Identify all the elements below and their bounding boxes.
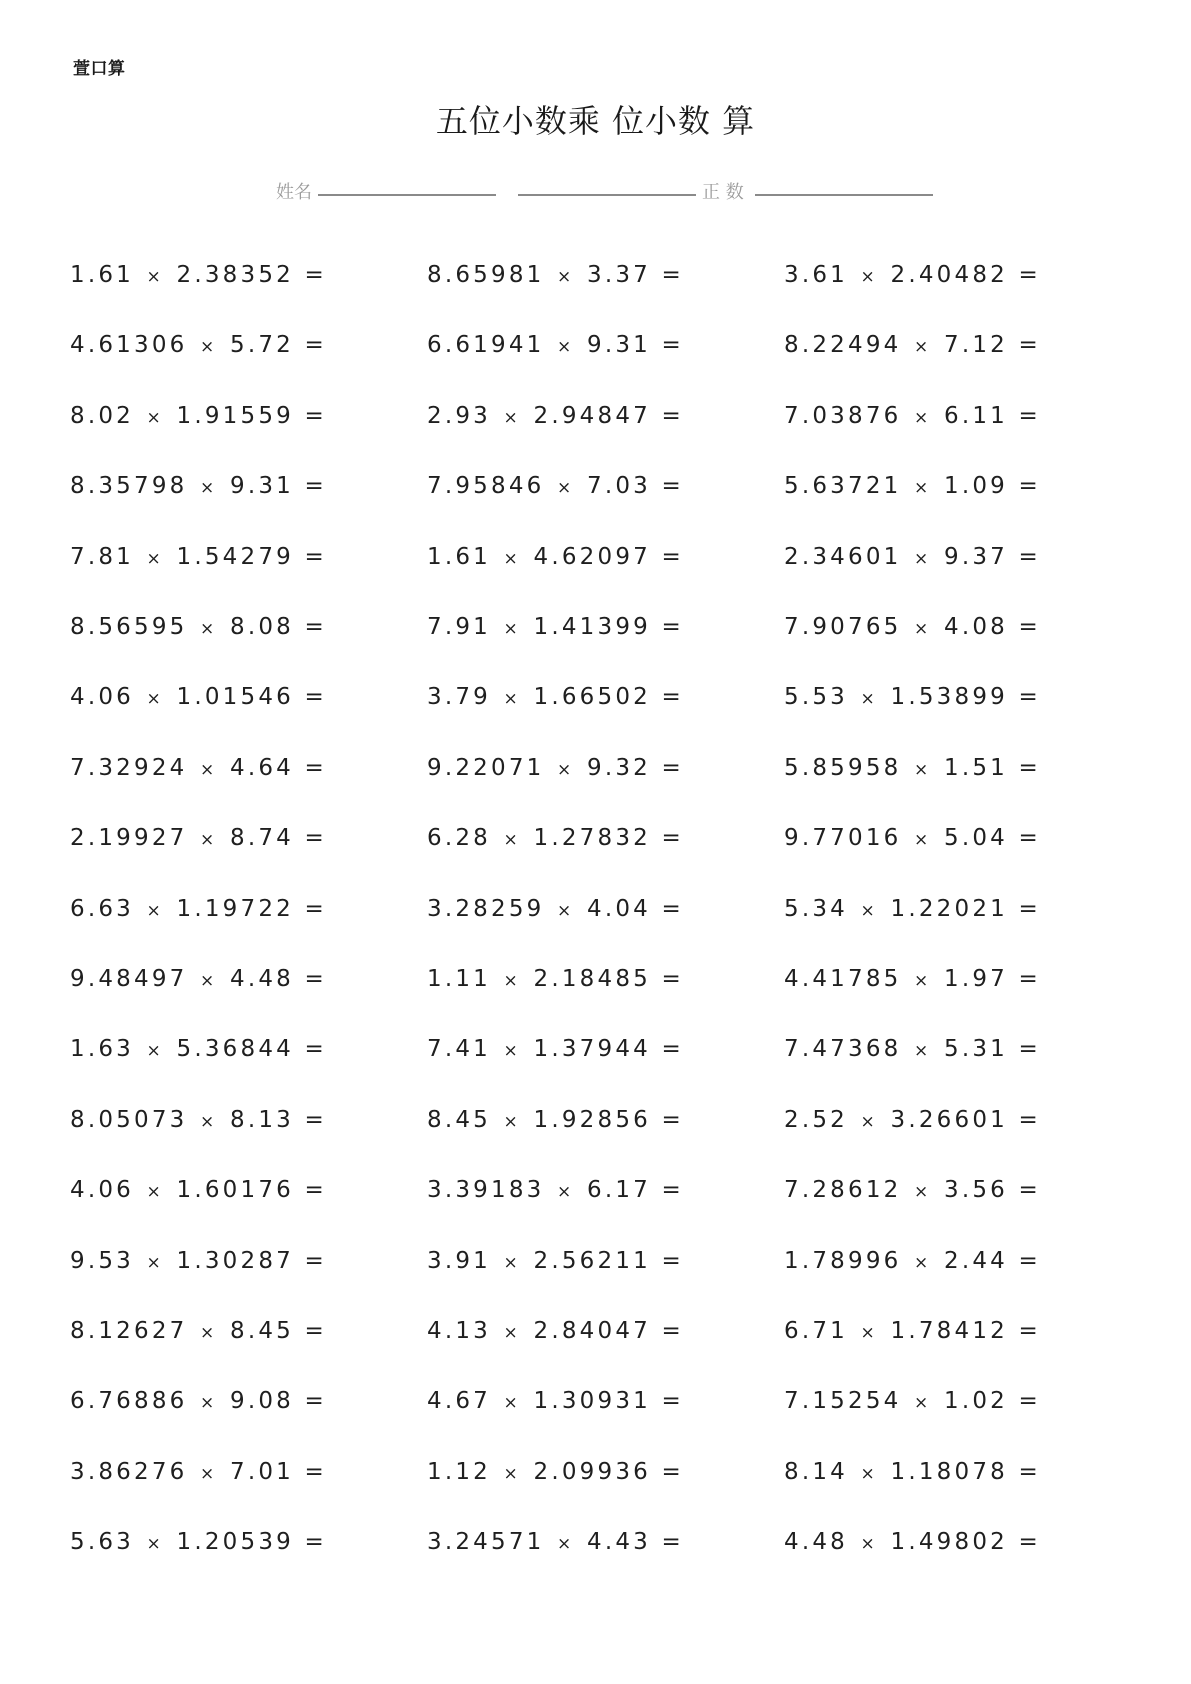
- multiply-sign: ×: [146, 267, 164, 287]
- problem-item: [70, 403, 327, 429]
- equals-sign: =: [304, 1318, 328, 1344]
- problem-item: [427, 473, 684, 499]
- multiply-sign: ×: [146, 689, 164, 710]
- equals-sign: =: [661, 1247, 685, 1274]
- equals-sign: =: [661, 262, 685, 288]
- equals-sign: =: [304, 754, 328, 781]
- problem-item: [427, 1036, 684, 1062]
- page-title: 五位小数乘 位小数 算: [435, 102, 756, 140]
- operand-a: 8.65981: [427, 262, 545, 288]
- multiply-sign: ×: [860, 1463, 878, 1484]
- problem-item: [427, 966, 684, 992]
- operand-b: 2.56211: [533, 1247, 652, 1274]
- equals-sign: =: [304, 1529, 328, 1556]
- operand-b: 1.78412: [890, 1318, 1009, 1344]
- problem-item: [784, 1107, 1041, 1133]
- problem-item: [70, 684, 327, 710]
- multiply-sign: ×: [200, 971, 218, 991]
- operand-a: 3.79: [427, 684, 492, 711]
- operand-b: 4.43: [587, 1529, 652, 1556]
- operand-b: 6.11: [944, 402, 1009, 429]
- multiply-sign: ×: [557, 267, 575, 287]
- operand-b: 4.62097: [533, 543, 652, 570]
- multiply-sign: ×: [914, 407, 932, 428]
- multiply-sign: ×: [503, 1463, 521, 1484]
- equals-sign: =: [1018, 262, 1042, 288]
- equals-sign: =: [661, 402, 685, 429]
- operand-a: 1.63: [70, 1036, 135, 1063]
- operand-a: 6.63: [70, 895, 135, 922]
- operand-a: 8.22494: [784, 332, 902, 359]
- operand-b: 9.37: [944, 543, 1009, 570]
- operand-b: 1.20539: [176, 1529, 295, 1556]
- operand-a: 4.67: [427, 1388, 492, 1415]
- operand-b: 1.66502: [533, 684, 652, 711]
- problem-item: [427, 544, 684, 570]
- problem-item: [70, 262, 327, 288]
- operand-a: 4.48: [784, 1529, 849, 1556]
- operand-b: 1.37944: [533, 1036, 652, 1063]
- multiply-sign: ×: [860, 900, 878, 921]
- problem-item: [784, 614, 1041, 640]
- operand-b: 1.01546: [176, 684, 295, 711]
- operand-a: 2.93: [427, 402, 492, 429]
- problem-item: [70, 1388, 327, 1414]
- problem-item: [784, 403, 1041, 429]
- operand-a: 4.06: [70, 684, 135, 711]
- equals-sign: =: [304, 1388, 328, 1415]
- operand-b: 5.04: [944, 825, 1009, 852]
- problem-item: [784, 1248, 1041, 1274]
- operand-a: 8.56595: [70, 614, 188, 640]
- operand-b: 1.19722: [176, 895, 295, 922]
- problem-item: [784, 755, 1041, 781]
- name-label: 姓名: [276, 182, 312, 203]
- problem-item: [427, 614, 684, 640]
- problem-item: [70, 1177, 327, 1203]
- operand-a: 7.95846: [427, 473, 545, 500]
- operand-a: 7.91: [427, 614, 492, 640]
- operand-b: 2.44: [944, 1247, 1009, 1274]
- equals-sign: =: [1018, 1388, 1042, 1415]
- equals-sign: =: [661, 1388, 685, 1415]
- operand-a: 1.61: [427, 543, 492, 570]
- equals-sign: =: [661, 1318, 685, 1344]
- operand-b: 2.18485: [533, 966, 652, 992]
- equals-sign: =: [1018, 1177, 1042, 1204]
- equals-sign: =: [304, 402, 328, 429]
- problem-item: [784, 544, 1041, 570]
- multiply-sign: ×: [557, 478, 575, 499]
- problem-item: [427, 332, 684, 358]
- operand-b: 1.60176: [176, 1177, 295, 1204]
- operand-a: 8.14: [784, 1458, 849, 1485]
- multiply-sign: ×: [146, 1041, 164, 1062]
- operand-b: 4.64: [230, 754, 295, 781]
- multiply-sign: ×: [557, 1534, 575, 1555]
- problem-item: [427, 1529, 684, 1555]
- problem-item: [784, 1177, 1041, 1203]
- operand-b: 9.08: [230, 1388, 295, 1415]
- multiply-sign: ×: [503, 830, 521, 851]
- operand-a: 5.63721: [784, 473, 902, 500]
- problem-item: [784, 1529, 1041, 1555]
- problem-item: [70, 1248, 327, 1274]
- equals-sign: =: [661, 543, 685, 570]
- equals-sign: =: [1018, 332, 1042, 359]
- operand-b: 5.72: [230, 332, 295, 359]
- operand-a: 7.03876: [784, 402, 902, 429]
- equals-sign: =: [661, 332, 685, 359]
- problem-item: [784, 825, 1041, 851]
- multiply-sign: ×: [860, 1323, 878, 1343]
- multiply-sign: ×: [146, 1252, 164, 1273]
- equals-sign: =: [661, 684, 685, 711]
- operand-a: 8.35798: [70, 473, 188, 500]
- multiply-sign: ×: [557, 900, 575, 921]
- multiply-sign: ×: [200, 830, 218, 851]
- problem-item: [784, 896, 1041, 922]
- equals-sign: =: [304, 473, 328, 500]
- problem-item: [784, 332, 1041, 358]
- operand-b: 1.27832: [533, 825, 652, 852]
- multiply-sign: ×: [557, 759, 575, 780]
- multiply-sign: ×: [200, 759, 218, 780]
- multiply-sign: ×: [914, 1252, 932, 1273]
- operand-b: 8.74: [230, 825, 295, 852]
- operand-a: 6.76886: [70, 1388, 188, 1415]
- operand-a: 5.34: [784, 895, 849, 922]
- operand-b: 4.04: [587, 895, 652, 922]
- problem-item: [784, 966, 1041, 992]
- operand-a: 3.61: [784, 262, 849, 288]
- equals-sign: =: [1018, 754, 1042, 781]
- operand-a: 9.48497: [70, 966, 188, 992]
- multiply-sign: ×: [860, 1534, 878, 1555]
- problem-item: [70, 1529, 327, 1555]
- equals-sign: =: [1018, 1036, 1042, 1063]
- time-input-line[interactable]: [518, 194, 696, 196]
- operand-b: 1.91559: [176, 402, 295, 429]
- multiply-sign: ×: [200, 1463, 218, 1484]
- multiply-sign: ×: [860, 267, 878, 287]
- operand-b: 1.54279: [176, 543, 295, 570]
- operand-b: 1.22021: [890, 895, 1009, 922]
- operand-b: 2.38352: [176, 262, 295, 288]
- equals-sign: =: [1018, 1458, 1042, 1485]
- operand-b: 3.37: [587, 262, 652, 288]
- multiply-sign: ×: [914, 830, 932, 851]
- problem-item: [70, 1318, 327, 1344]
- multiply-sign: ×: [503, 689, 521, 710]
- multiply-sign: ×: [146, 1182, 164, 1203]
- equals-sign: =: [304, 1247, 328, 1274]
- multiply-sign: ×: [503, 619, 521, 639]
- operand-a: 4.06: [70, 1177, 135, 1204]
- multiply-sign: ×: [146, 407, 164, 428]
- equals-sign: =: [661, 1106, 685, 1133]
- multiply-sign: ×: [503, 407, 521, 428]
- equals-sign: =: [1018, 1106, 1042, 1133]
- operand-a: 7.15254: [784, 1388, 902, 1415]
- score-label: 正 数: [702, 182, 744, 203]
- equals-sign: =: [1018, 614, 1042, 640]
- problem-item: [70, 614, 327, 640]
- problem-item: [427, 755, 684, 781]
- operand-a: 3.24571: [427, 1529, 545, 1556]
- operand-a: 7.28612: [784, 1177, 902, 1204]
- equals-sign: =: [1018, 1529, 1042, 1556]
- operand-b: 1.97: [944, 966, 1009, 992]
- operand-a: 7.32924: [70, 754, 188, 781]
- operand-a: 4.13: [427, 1318, 492, 1344]
- operand-a: 7.41: [427, 1036, 492, 1063]
- multiply-sign: ×: [200, 1111, 218, 1132]
- name-input-line[interactable]: [318, 194, 496, 196]
- multiply-sign: ×: [200, 337, 218, 358]
- equals-sign: =: [304, 1036, 328, 1063]
- operand-b: 1.30287: [176, 1247, 295, 1274]
- multiply-sign: ×: [914, 1393, 932, 1414]
- operand-a: 5.53: [784, 684, 849, 711]
- operand-a: 2.19927: [70, 825, 188, 852]
- operand-a: 1.78996: [784, 1247, 902, 1274]
- multiply-sign: ×: [914, 337, 932, 358]
- operand-b: 5.36844: [176, 1036, 295, 1063]
- operand-b: 9.32: [587, 754, 652, 781]
- operand-b: 7.01: [230, 1458, 295, 1485]
- operand-a: 6.61941: [427, 332, 545, 359]
- operand-a: 1.12: [427, 1458, 492, 1485]
- operand-b: 4.48: [230, 966, 295, 992]
- problem-item: [70, 1459, 327, 1485]
- problem-item: [784, 262, 1041, 288]
- equals-sign: =: [661, 825, 685, 852]
- problem-item: [70, 1036, 327, 1062]
- multiply-sign: ×: [200, 1393, 218, 1414]
- operand-a: 7.47368: [784, 1036, 902, 1063]
- operand-b: 1.92856: [533, 1106, 652, 1133]
- operand-a: 9.77016: [784, 825, 902, 852]
- equals-sign: =: [661, 1529, 685, 1556]
- multiply-sign: ×: [503, 1252, 521, 1273]
- equals-sign: =: [304, 332, 328, 359]
- operand-a: 8.45: [427, 1106, 492, 1133]
- operand-a: 1.61: [70, 262, 135, 288]
- problem-item: [70, 755, 327, 781]
- operand-a: 3.28259: [427, 895, 545, 922]
- problem-item: [427, 825, 684, 851]
- operand-b: 5.31: [944, 1036, 1009, 1063]
- operand-b: 7.03: [587, 473, 652, 500]
- problem-item: [784, 1388, 1041, 1414]
- operand-b: 4.08: [944, 614, 1009, 640]
- equals-sign: =: [304, 262, 328, 288]
- multiply-sign: ×: [557, 1182, 575, 1203]
- multiply-sign: ×: [914, 619, 932, 639]
- equals-sign: =: [661, 1036, 685, 1063]
- equals-sign: =: [661, 966, 685, 992]
- multiply-sign: ×: [557, 337, 575, 358]
- problem-item: [427, 1318, 684, 1344]
- operand-b: 9.31: [587, 332, 652, 359]
- operand-a: 9.22071: [427, 754, 545, 781]
- operand-a: 7.90765: [784, 614, 902, 640]
- operand-a: 1.11: [427, 966, 492, 992]
- problem-item: [70, 896, 327, 922]
- operand-b: 1.09: [944, 473, 1009, 500]
- problem-item: [70, 473, 327, 499]
- equals-sign: =: [1018, 825, 1042, 852]
- operand-b: 1.53899: [890, 684, 1009, 711]
- operand-b: 2.40482: [890, 262, 1009, 288]
- problem-item: [427, 403, 684, 429]
- multiply-sign: ×: [860, 689, 878, 710]
- multiply-sign: ×: [914, 478, 932, 499]
- equals-sign: =: [304, 1106, 328, 1133]
- equals-sign: =: [1018, 1318, 1042, 1344]
- equals-sign: =: [304, 684, 328, 711]
- multiply-sign: ×: [914, 1182, 932, 1203]
- operand-a: 6.28: [427, 825, 492, 852]
- operand-b: 1.51: [944, 754, 1009, 781]
- equals-sign: =: [1018, 966, 1042, 992]
- operand-b: 2.84047: [533, 1318, 652, 1344]
- operand-a: 8.02: [70, 402, 135, 429]
- equals-sign: =: [304, 1458, 328, 1485]
- operand-b: 9.31: [230, 473, 295, 500]
- operand-a: 2.52: [784, 1106, 849, 1133]
- problem-item: [427, 1388, 684, 1414]
- problem-item: [784, 473, 1041, 499]
- score-input-line[interactable]: [755, 194, 933, 196]
- operand-a: 3.86276: [70, 1458, 188, 1485]
- multiply-sign: ×: [200, 1323, 218, 1343]
- equals-sign: =: [1018, 895, 1042, 922]
- operand-b: 8.13: [230, 1106, 295, 1133]
- operand-a: 9.53: [70, 1247, 135, 1274]
- operand-b: 1.18078: [890, 1458, 1009, 1485]
- problem-item: [427, 1248, 684, 1274]
- operand-b: 8.45: [230, 1318, 295, 1344]
- problem-item: [427, 1107, 684, 1133]
- equals-sign: =: [661, 1458, 685, 1485]
- equals-sign: =: [304, 895, 328, 922]
- multiply-sign: ×: [503, 548, 521, 569]
- problem-item: [427, 1459, 684, 1485]
- multiply-sign: ×: [914, 548, 932, 569]
- operand-b: 6.17: [587, 1177, 652, 1204]
- problem-item: [784, 1318, 1041, 1344]
- operand-a: 8.12627: [70, 1318, 188, 1344]
- problem-item: [784, 1036, 1041, 1062]
- problem-item: [70, 1107, 327, 1133]
- operand-b: 2.09936: [533, 1458, 652, 1485]
- info-row: [0, 176, 1191, 206]
- equals-sign: =: [1018, 473, 1042, 500]
- multiply-sign: ×: [503, 1323, 521, 1343]
- operand-b: 2.94847: [533, 402, 652, 429]
- operand-b: 1.49802: [890, 1529, 1009, 1556]
- problem-item: [70, 544, 327, 570]
- operand-a: 2.34601: [784, 543, 902, 570]
- equals-sign: =: [1018, 543, 1042, 570]
- multiply-sign: ×: [503, 971, 521, 991]
- operand-a: 5.63: [70, 1529, 135, 1556]
- operand-a: 6.71: [784, 1318, 849, 1344]
- operand-a: 5.85958: [784, 754, 902, 781]
- equals-sign: =: [304, 614, 328, 640]
- multiply-sign: ×: [200, 478, 218, 499]
- multiply-sign: ×: [914, 971, 932, 991]
- brand-label: 萱口算: [73, 59, 126, 79]
- problem-item: [784, 684, 1041, 710]
- operand-b: 1.02: [944, 1388, 1009, 1415]
- multiply-sign: ×: [200, 619, 218, 639]
- equals-sign: =: [661, 895, 685, 922]
- operand-a: 8.05073: [70, 1106, 188, 1133]
- operand-a: 4.61306: [70, 332, 188, 359]
- problem-item: [427, 1177, 684, 1203]
- multiply-sign: ×: [503, 1041, 521, 1062]
- operand-b: 1.30931: [533, 1388, 652, 1415]
- problem-item: [427, 262, 684, 288]
- multiply-sign: ×: [503, 1111, 521, 1132]
- multiply-sign: ×: [146, 900, 164, 921]
- problem-item: [784, 1459, 1041, 1485]
- operand-a: 3.91: [427, 1247, 492, 1274]
- operand-b: 8.08: [230, 614, 295, 640]
- multiply-sign: ×: [860, 1111, 878, 1132]
- operand-b: 1.41399: [533, 614, 652, 640]
- problem-item: [70, 332, 327, 358]
- equals-sign: =: [661, 614, 685, 640]
- equals-sign: =: [304, 543, 328, 570]
- operand-a: 4.41785: [784, 966, 902, 992]
- operand-b: 3.26601: [890, 1106, 1009, 1133]
- equals-sign: =: [304, 1177, 328, 1204]
- operand-b: 7.12: [944, 332, 1009, 359]
- operand-a: 7.81: [70, 543, 135, 570]
- multiply-sign: ×: [914, 1041, 932, 1062]
- equals-sign: =: [1018, 1247, 1042, 1274]
- operand-a: 3.39183: [427, 1177, 545, 1204]
- operand-b: 3.56: [944, 1177, 1009, 1204]
- equals-sign: =: [304, 825, 328, 852]
- problem-item: [427, 896, 684, 922]
- multiply-sign: ×: [146, 548, 164, 569]
- multiply-sign: ×: [146, 1534, 164, 1555]
- equals-sign: =: [661, 1177, 685, 1204]
- multiply-sign: ×: [914, 759, 932, 780]
- equals-sign: =: [661, 754, 685, 781]
- equals-sign: =: [1018, 402, 1042, 429]
- equals-sign: =: [1018, 684, 1042, 711]
- problem-item: [70, 825, 327, 851]
- equals-sign: =: [304, 966, 328, 992]
- multiply-sign: ×: [503, 1393, 521, 1414]
- problem-item: [427, 684, 684, 710]
- problem-item: [70, 966, 327, 992]
- equals-sign: =: [661, 473, 685, 500]
